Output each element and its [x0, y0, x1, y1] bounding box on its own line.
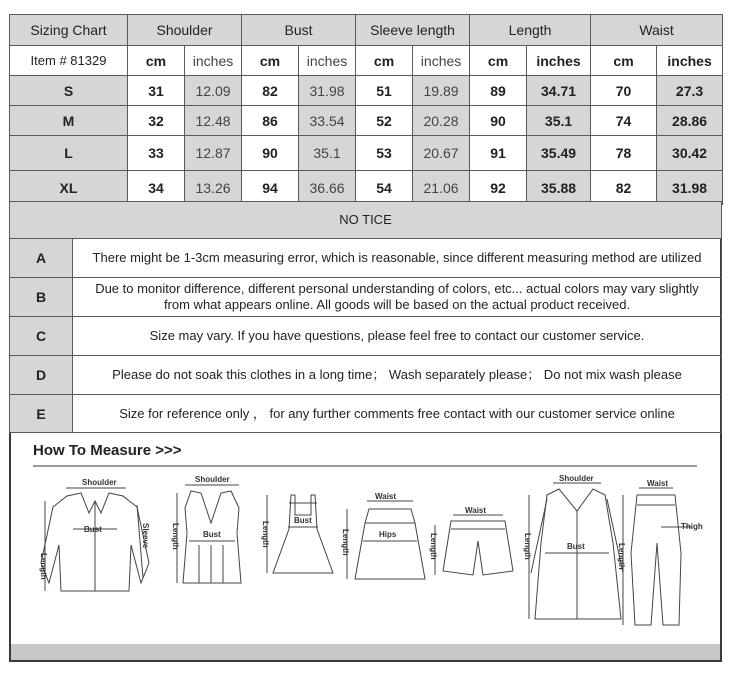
- size-value-cell: 19.89: [413, 76, 470, 106]
- size-value-cell: 70: [591, 76, 657, 106]
- size-value-cell: 30.42: [657, 136, 723, 171]
- label-hips: Hips: [379, 530, 397, 539]
- unit-inches: inches: [413, 46, 470, 76]
- label-length: Length: [523, 533, 532, 560]
- strap-dress-diagram: [267, 495, 333, 573]
- label-length: Length: [429, 533, 438, 560]
- sizing-chart-title: Sizing Chart: [10, 15, 128, 46]
- size-value-cell: 34: [128, 171, 185, 205]
- notice-text: Due to monitor difference, different personal understanding of colors, etc... actual colors may vary slightly from what appears online. All goods will be based on the actual product received.: [73, 278, 722, 317]
- col-header-waist: Waist: [591, 15, 723, 46]
- how-to-measure-panel: [11, 433, 720, 660]
- size-row: [10, 76, 723, 106]
- label-sleeve: Sleeve: [141, 523, 150, 549]
- garment-diagrams: [11, 433, 720, 660]
- label-bust: Bust: [567, 542, 585, 551]
- size-value-cell: 32: [128, 106, 185, 136]
- label-shoulder: Shoulder: [559, 474, 594, 483]
- label-bust: Bust: [84, 525, 102, 534]
- size-value-cell: 34.71: [527, 76, 591, 106]
- size-value-cell: 90: [242, 136, 299, 171]
- size-value-cell: 21.06: [413, 171, 470, 205]
- size-value-cell: 31.98: [299, 76, 356, 106]
- label-shoulder: Shoulder: [195, 475, 230, 484]
- coat-diagram: [529, 483, 623, 619]
- unit-cm: cm: [470, 46, 527, 76]
- col-header-length: Length: [470, 15, 591, 46]
- unit-inches: inches: [185, 46, 242, 76]
- size-value-cell: 13.26: [185, 171, 242, 205]
- size-value-cell: 31.98: [657, 171, 723, 205]
- size-value-cell: 35.88: [527, 171, 591, 205]
- size-value-cell: 12.09: [185, 76, 242, 106]
- size-value-cell: 86: [242, 106, 299, 136]
- label-waist: Waist: [375, 492, 397, 501]
- notice-text: Size for reference only ， for any further comments free contact with our customer service online: [73, 395, 722, 433]
- skirt-diagram: [347, 501, 425, 579]
- size-label: L: [10, 136, 128, 171]
- notice-letter: E: [10, 395, 73, 433]
- notice-letter: A: [10, 239, 73, 278]
- size-value-cell: 28.86: [657, 106, 723, 136]
- notice-title: NO TICE: [10, 202, 722, 239]
- unit-inches: inches: [299, 46, 356, 76]
- size-value-cell: 52: [356, 106, 413, 136]
- label-bust: Bust: [294, 516, 312, 525]
- unit-cm: cm: [591, 46, 657, 76]
- size-value-cell: 91: [470, 136, 527, 171]
- sizing-table: [9, 14, 723, 205]
- unit-cm: cm: [356, 46, 413, 76]
- label-length: Length: [341, 529, 350, 556]
- label-length: Length: [39, 553, 48, 580]
- label-length: Length: [171, 523, 180, 550]
- size-row: [10, 136, 723, 171]
- notice-letter: B: [10, 278, 73, 317]
- size-row: [10, 171, 723, 205]
- size-label: S: [10, 76, 128, 106]
- size-value-cell: 94: [242, 171, 299, 205]
- size-label: XL: [10, 171, 128, 205]
- notice-letter: C: [10, 317, 73, 356]
- size-value-cell: 35.1: [299, 136, 356, 171]
- size-value-cell: 82: [242, 76, 299, 106]
- size-value-cell: 35.1: [527, 106, 591, 136]
- col-header-shoulder: Shoulder: [128, 15, 242, 46]
- notice-text: Size may vary. If you have questions, please feel free to contact our customer service.: [73, 317, 722, 356]
- size-value-cell: 90: [470, 106, 527, 136]
- notice-text: There might be 1-3cm measuring error, which is reasonable, since different measuring method are utilized: [73, 239, 722, 278]
- size-value-cell: 78: [591, 136, 657, 171]
- size-value-cell: 74: [591, 106, 657, 136]
- col-header-sleeve: Sleeve length: [356, 15, 470, 46]
- size-value-cell: 20.67: [413, 136, 470, 171]
- how-to-measure-title: How To Measure >>>: [33, 442, 182, 459]
- size-label: M: [10, 106, 128, 136]
- label-waist: Waist: [647, 479, 669, 488]
- unit-inches: inches: [527, 46, 591, 76]
- size-value-cell: 33.54: [299, 106, 356, 136]
- size-value-cell: 92: [470, 171, 527, 205]
- size-value-cell: 35.49: [527, 136, 591, 171]
- item-number: Item # 81329: [10, 46, 128, 76]
- label-bust: Bust: [203, 530, 221, 539]
- trousers-diagram: [623, 488, 691, 625]
- size-value-cell: 89: [470, 76, 527, 106]
- size-value-cell: 51: [356, 76, 413, 106]
- shorts-diagram: [435, 515, 513, 575]
- label-shoulder: Shoulder: [82, 478, 117, 487]
- unit-inches: inches: [657, 46, 723, 76]
- size-value-cell: 20.28: [413, 106, 470, 136]
- size-value-cell: 12.87: [185, 136, 242, 171]
- size-value-cell: 31: [128, 76, 185, 106]
- size-value-cell: 33: [128, 136, 185, 171]
- label-length: Length: [617, 543, 626, 570]
- unit-cm: cm: [242, 46, 299, 76]
- size-value-cell: 27.3: [657, 76, 723, 106]
- notice-text: Please do not soak this clothes in a long time； Wash separately please； Do not mix wash please: [73, 356, 722, 395]
- notice-table: [9, 201, 722, 433]
- unit-cm: cm: [128, 46, 185, 76]
- size-row: [10, 106, 723, 136]
- size-value-cell: 54: [356, 171, 413, 205]
- blouse-diagram: [41, 488, 149, 591]
- bottom-gray-strip: [11, 644, 720, 660]
- label-length: Length: [261, 521, 270, 548]
- col-header-bust: Bust: [242, 15, 356, 46]
- label-thigh: Thigh: [681, 522, 703, 531]
- size-value-cell: 53: [356, 136, 413, 171]
- label-waist: Waist: [465, 506, 487, 515]
- size-value-cell: 82: [591, 171, 657, 205]
- notice-letter: D: [10, 356, 73, 395]
- size-value-cell: 36.66: [299, 171, 356, 205]
- size-value-cell: 12.48: [185, 106, 242, 136]
